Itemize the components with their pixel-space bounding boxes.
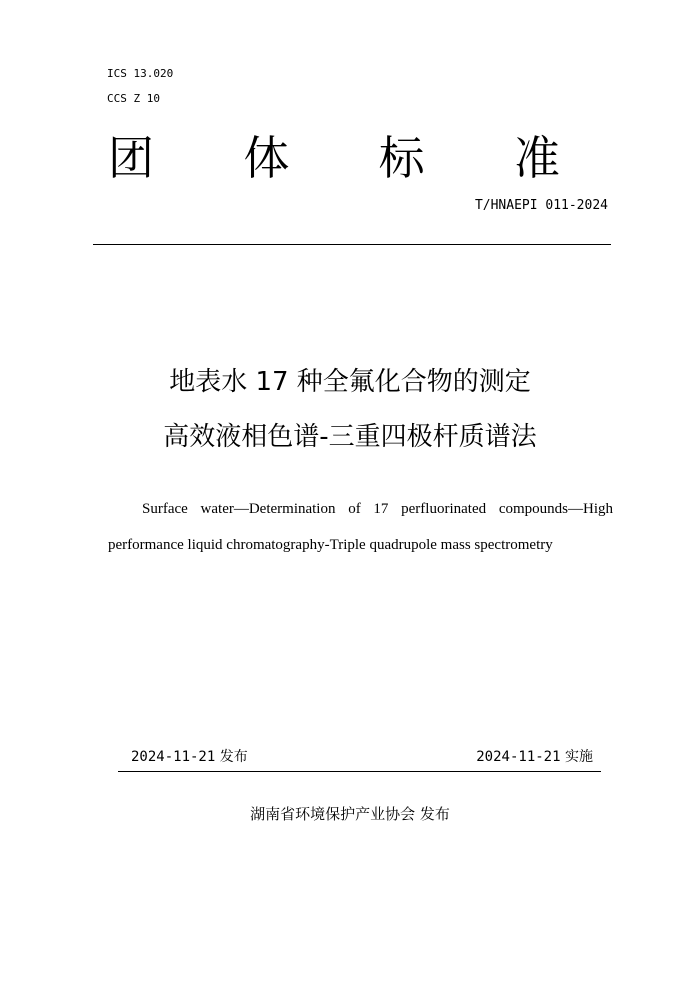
- publish-date-label: 发布: [219, 749, 248, 765]
- english-title: Surface water—Determination of 17 perfluorinated compounds—High performance liquid chromatography-Triple quadrupole mass spectrometry: [108, 501, 613, 553]
- implement-date-label: 实施: [565, 749, 593, 765]
- publisher: 湖南省环境保护产业协会 发布: [250, 805, 450, 823]
- standard-number: T/HNAEPI 011-2024: [474, 198, 608, 213]
- standard-type-heading: [108, 130, 560, 186]
- bottom-divider: [118, 771, 601, 772]
- standard-type-char: 体: [243, 131, 290, 185]
- chinese-title-line-1: 地表水 17 种全氟化合物的测定: [169, 367, 531, 397]
- chinese-title-line-2: 高效液相色谱-三重四极杆质谱法: [163, 422, 537, 452]
- implement-date-value: 2024-11-21: [476, 749, 561, 765]
- publish-date-value: 2024-11-21: [131, 749, 216, 765]
- standard-type-char: 团: [108, 131, 154, 185]
- standard-type-char: 标: [378, 131, 425, 185]
- standard-type-char: 准: [513, 131, 560, 185]
- publish-date: [131, 746, 248, 766]
- implement-date: [476, 746, 593, 766]
- ics-code: ICS 13.020: [107, 67, 174, 80]
- top-divider: [93, 244, 611, 245]
- ccs-code: CCS Z 10: [107, 92, 160, 105]
